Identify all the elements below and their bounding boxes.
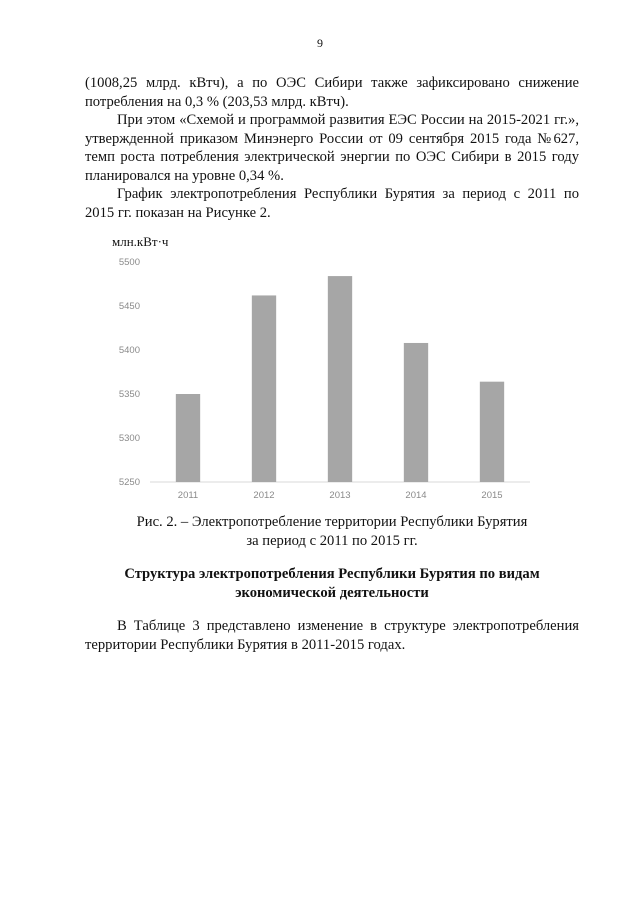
body-text bbox=[85, 74, 579, 222]
x-tick-label-2014: 2014 bbox=[405, 490, 427, 501]
bar-2012 bbox=[252, 295, 276, 482]
chart-y-unit-label: млн.кВт·ч bbox=[112, 234, 169, 249]
y-tick-label: 5300 bbox=[118, 433, 140, 444]
section-heading-line-1: Структура электропотребления Республики Бурятия по видам bbox=[124, 566, 540, 582]
bar-2014 bbox=[404, 343, 428, 482]
electricity-consumption-chart bbox=[100, 250, 540, 510]
y-tick-label: 5350 bbox=[118, 389, 140, 400]
bar-2013 bbox=[328, 276, 352, 482]
bar-2015 bbox=[480, 382, 504, 482]
y-tick-label: 5250 bbox=[118, 477, 140, 488]
caption-line-1: Рис. 2. – Электропотребление территории Республики Бурятия bbox=[136, 514, 528, 530]
x-tick-label-2013: 2013 bbox=[329, 490, 351, 501]
page-number: 9 bbox=[317, 36, 323, 50]
x-tick-label-2011: 2011 bbox=[177, 490, 199, 501]
section-heading-line-2: экономической деятельности bbox=[235, 584, 429, 601]
paragraph-scheme: При этом «Схемой и программой развития ЕЭС России на 2015-2021 гг.», утвержденной приказом Минэнерго России от 09 сентября 2015 года №627, темп роста потребления электрической энергии по ОЭС Сибири в 2015 году планировался на уровне 0,34 %. bbox=[85, 112, 579, 184]
bar-2011 bbox=[176, 394, 200, 482]
x-tick-label-2015: 2015 bbox=[481, 490, 503, 501]
y-tick-label: 5400 bbox=[118, 345, 140, 356]
x-tick-label-2012: 2012 bbox=[253, 490, 275, 501]
caption-line-2: за период с 2011 по 2015 гг. bbox=[246, 532, 418, 549]
paragraph-table-intro: В Таблице 3 представлено изменение в структуре электропотребления территории Республики Бурятия в 2011-2015 годах. bbox=[85, 618, 579, 653]
y-tick-label: 5450 bbox=[118, 301, 140, 312]
figure-caption bbox=[85, 513, 579, 550]
y-tick-label: 5500 bbox=[118, 257, 140, 268]
closing-text bbox=[85, 617, 579, 654]
section-heading bbox=[85, 565, 579, 602]
paragraph-chart-intro: График электропотребления Республики Бурятия за период с 2011 по 2015 гг. показан на Рисунке 2. bbox=[85, 186, 579, 221]
paragraph-continuation: (1008,25 млрд. кВтч), а по ОЭС Сибири также зафиксировано снижение потребления на 0,3 % (203,53 млрд. кВтч). bbox=[85, 75, 579, 110]
